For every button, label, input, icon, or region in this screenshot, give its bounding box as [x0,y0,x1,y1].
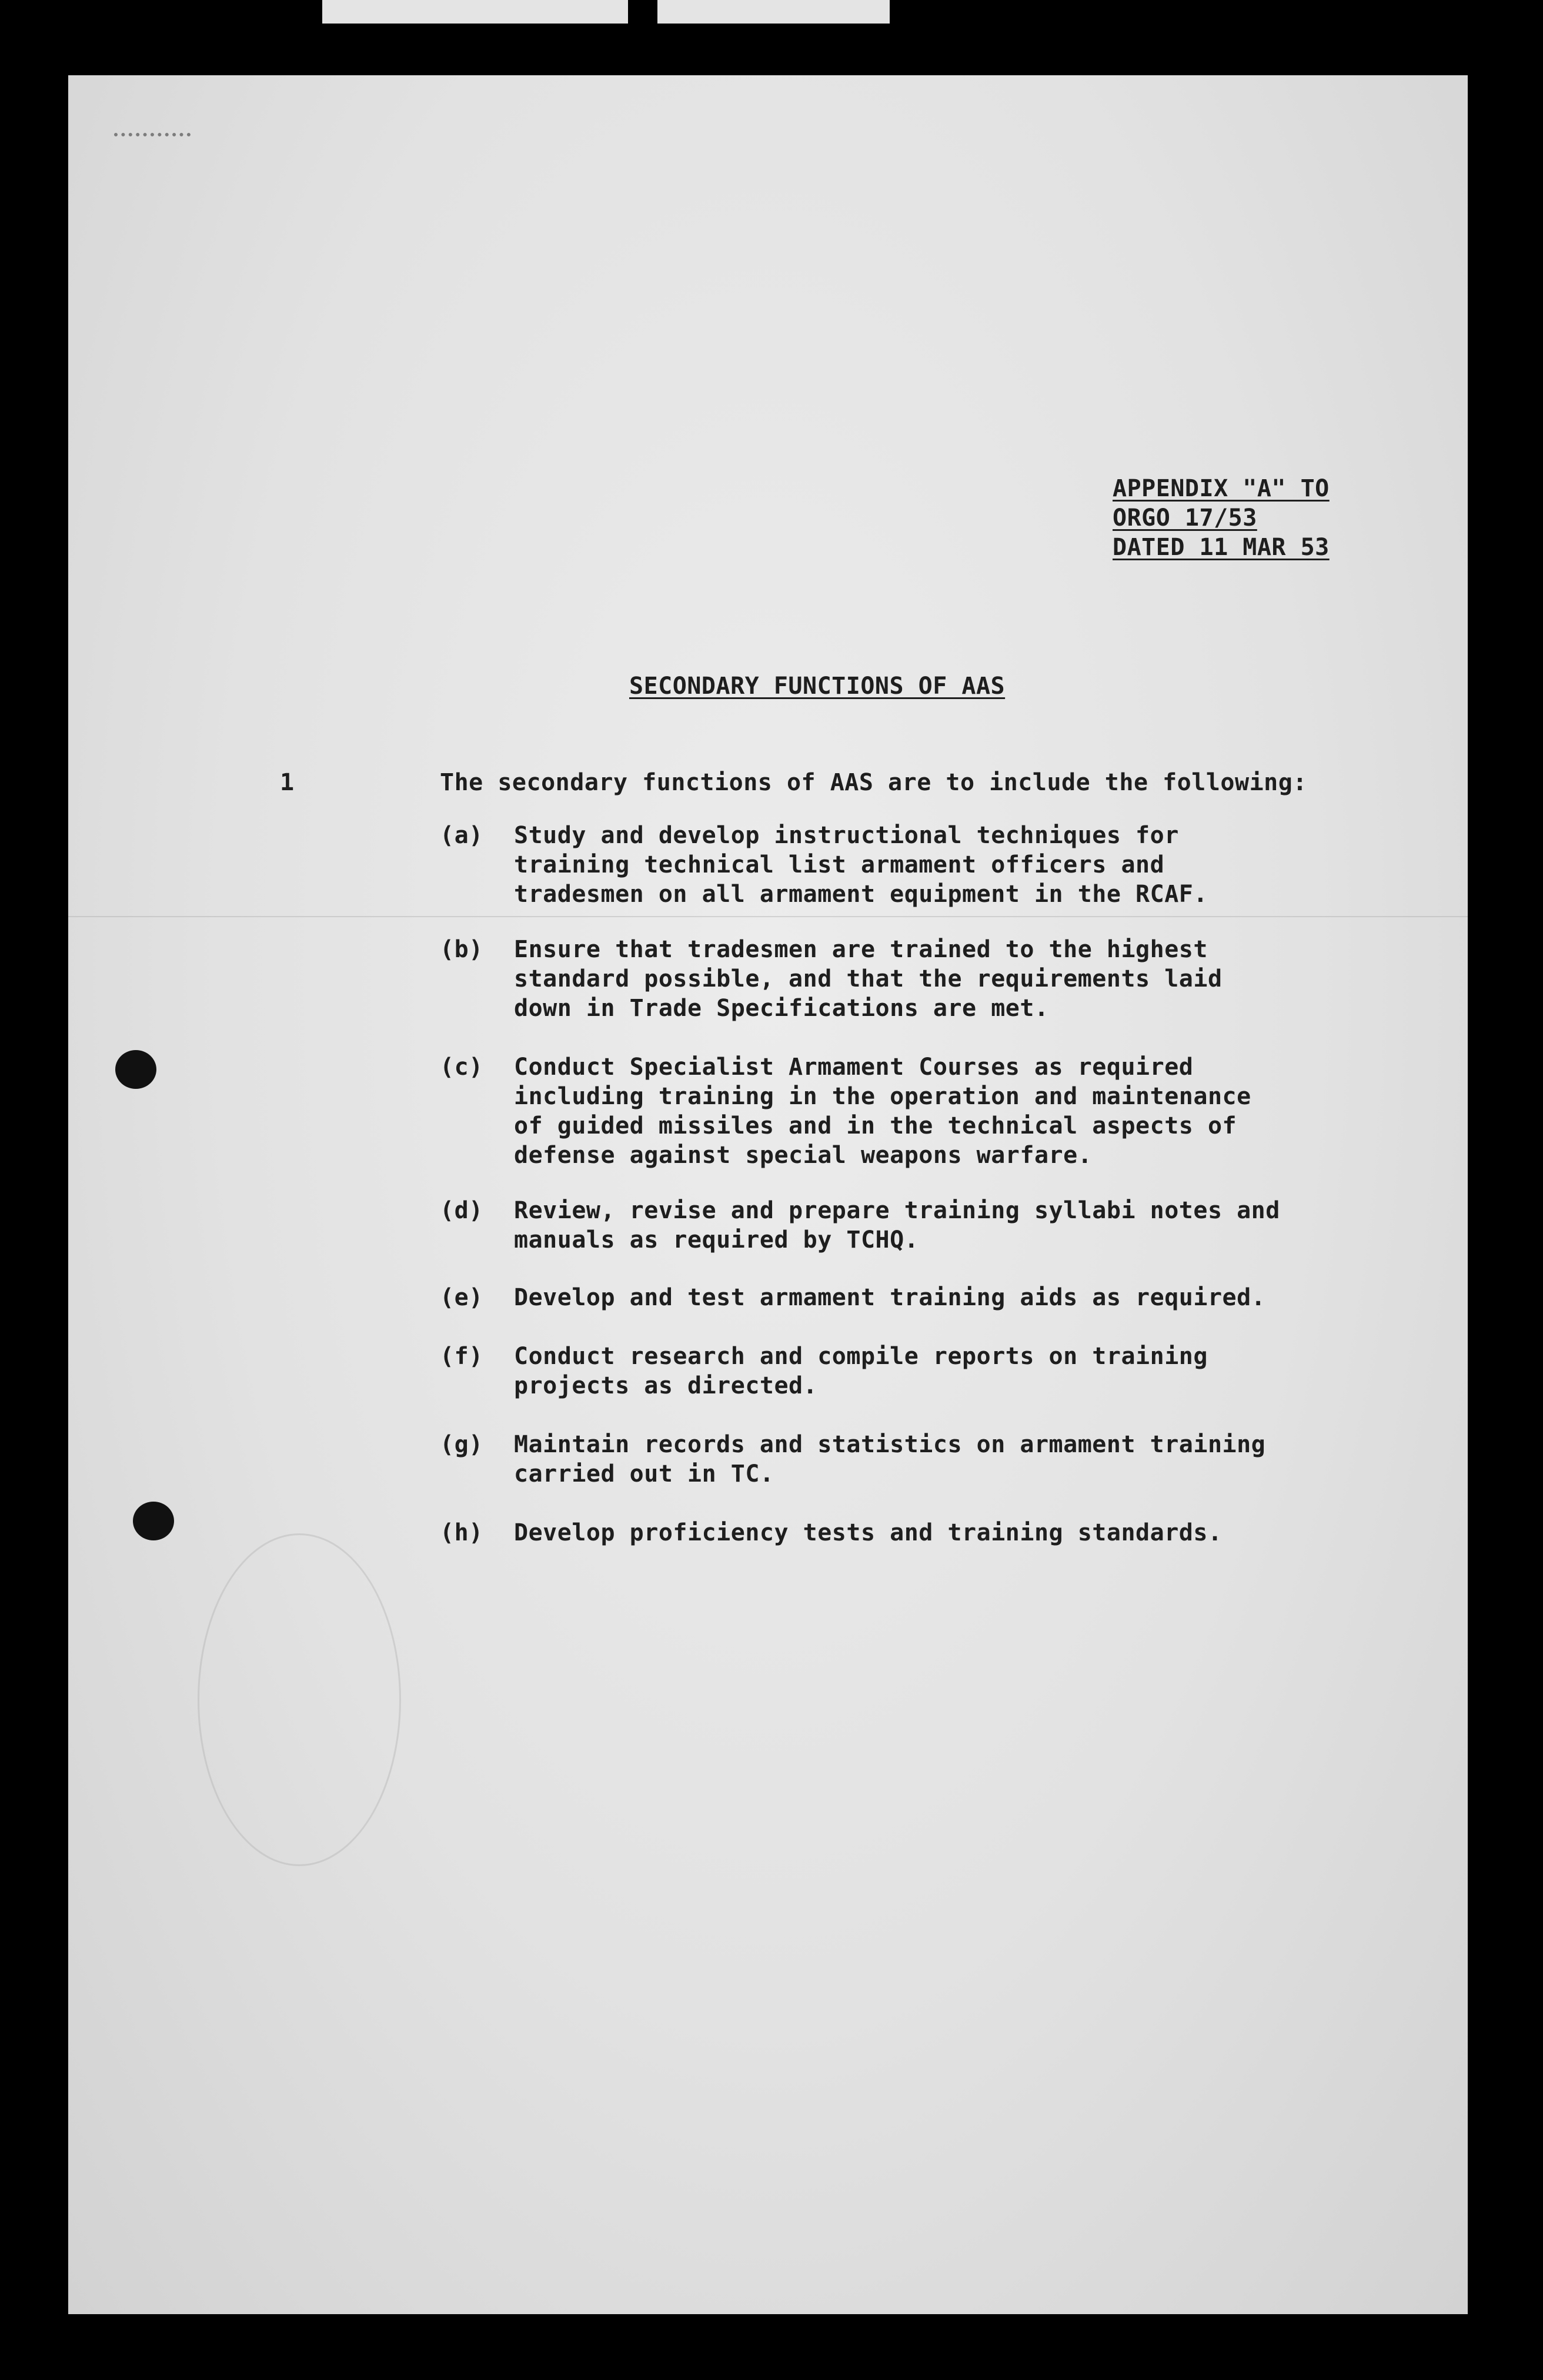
list-item-marker: (b) [440,936,483,963]
list-item-line: including training in the operation and maintenance [514,1083,1251,1110]
reference-line: DATED 11 MAR 53 [1113,534,1330,561]
list-item-text [514,1430,1325,1489]
list-item-line: Develop proficiency tests and training standards. [514,1519,1223,1546]
list-item-line: training technical list armament officers and [514,851,1165,878]
list-item-line: standard possible, and that the requirements laid [514,965,1223,992]
list-item-marker: (h) [440,1519,483,1546]
list-item-marker: (c) [440,1054,483,1081]
list-item-line: Review, revise and prepare training syllabi notes and [514,1197,1280,1224]
adjacent-sheet-scrap [322,0,628,24]
adjacent-sheet-scrap [657,0,890,24]
list-item-text [514,1052,1325,1170]
list-item-line: Develop and test armament training aids as required. [514,1284,1266,1311]
list-item-line: projects as directed. [514,1372,818,1399]
list-item-text [514,1283,1325,1312]
list-item-text [514,821,1325,909]
list-item-line: manuals as required by TCHQ. [514,1226,919,1253]
list-item-line: tradesmen on all armament equipment in the RCAF. [514,881,1208,908]
list-item-text [514,1518,1325,1547]
list-item-line: Conduct Specialist Armament Courses as required [514,1054,1194,1081]
list-item-line: Maintain records and statistics on armament training [514,1431,1266,1458]
intro-sentence: The secondary functions of AAS are to include the following: [440,769,1307,796]
punch-hole [115,1050,156,1089]
ink-smudge [114,133,191,143]
list-item-marker: (a) [440,822,483,849]
list-item-text [514,935,1325,1023]
list-item-text [514,1196,1325,1255]
list-item-line: defense against special weapons warfare. [514,1142,1093,1169]
paragraph-number: 1 [280,769,295,796]
faint-stamp-mark [198,1533,401,1866]
document-page [68,75,1468,2314]
list-item-line: carried out in TC. [514,1460,774,1488]
reference-line: ORGO 17/53 [1113,504,1257,532]
reference-line: APPENDIX "A" TO [1113,475,1330,502]
list-item-line: Study and develop instructional techniques for [514,822,1179,849]
list-item-text [514,1342,1325,1400]
list-item-marker: (f) [440,1343,483,1370]
list-item-marker: (d) [440,1197,483,1224]
reference-block [1113,474,1330,562]
list-item-line: down in Trade Specifications are met. [514,995,1049,1022]
document-title: SECONDARY FUNCTIONS OF AAS [629,673,1006,700]
paper-fold-line [68,916,1468,917]
list-item-line: Ensure that tradesmen are trained to the highest [514,936,1208,963]
list-item-marker: (e) [440,1284,483,1311]
list-item-line: of guided missiles and in the technical aspects of [514,1112,1237,1139]
list-item-line: Conduct research and compile reports on training [514,1343,1208,1370]
list-item-marker: (g) [440,1431,483,1458]
punch-hole [133,1502,174,1540]
